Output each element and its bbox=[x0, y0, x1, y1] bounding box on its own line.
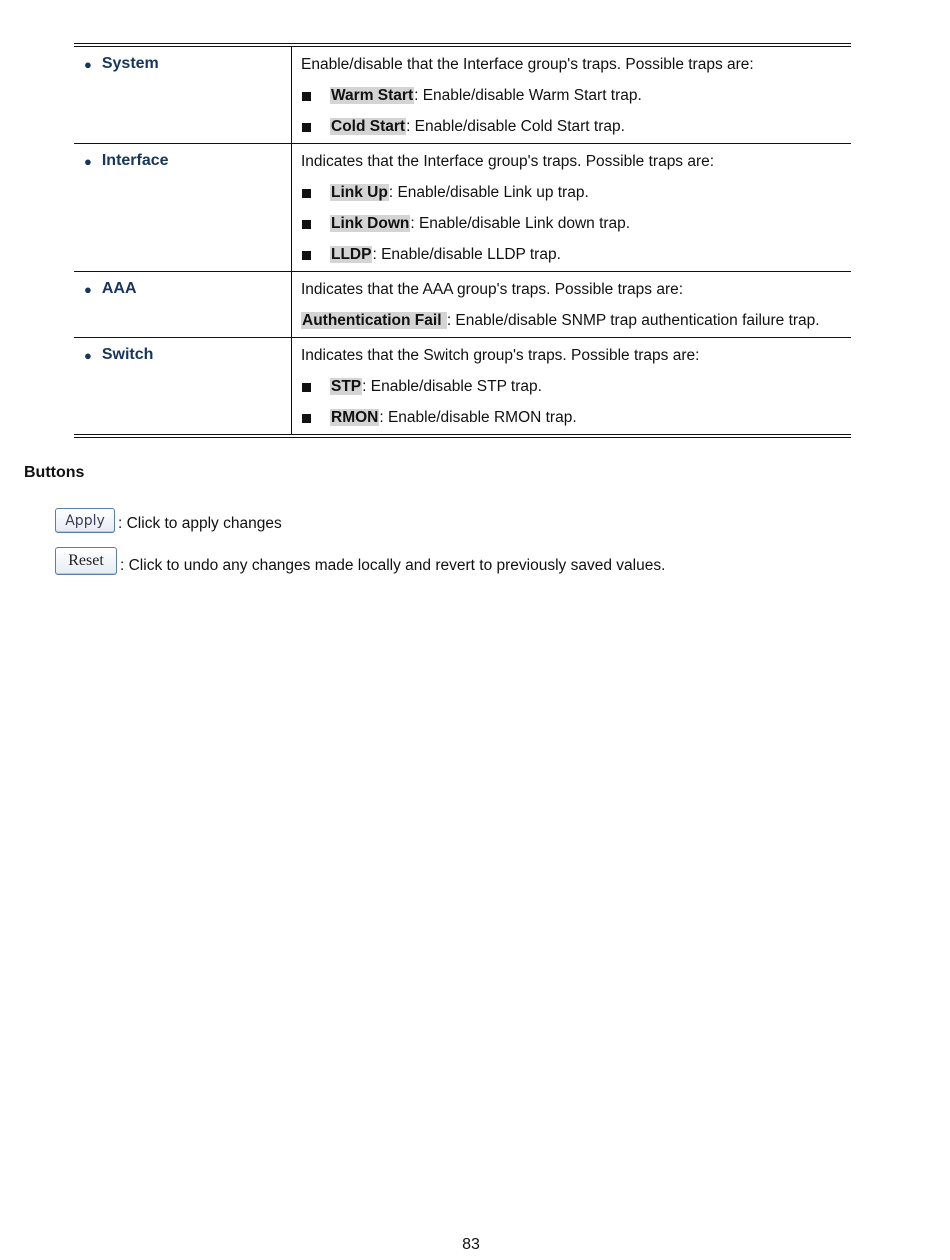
param-cell bbox=[74, 45, 292, 144]
description-text: Indicates that the AAA group's traps. Possible traps are: bbox=[301, 281, 684, 298]
trap-item bbox=[301, 377, 843, 397]
trap-item bbox=[301, 245, 843, 265]
param-name bbox=[84, 152, 291, 170]
table-row bbox=[74, 272, 851, 338]
square-bullet-icon bbox=[302, 383, 311, 392]
reset-button-row bbox=[55, 547, 665, 575]
trap-name: STP bbox=[331, 378, 362, 395]
description-cell bbox=[292, 45, 852, 144]
table-row bbox=[74, 144, 851, 272]
square-bullet-icon bbox=[302, 123, 311, 132]
apply-button-description: : Click to apply changes bbox=[118, 515, 282, 532]
trap-description: : Enable/disable Link down trap. bbox=[410, 215, 631, 232]
square-bullet-icon bbox=[302, 414, 311, 423]
trap-name: Link Up bbox=[331, 184, 388, 201]
square-bullet-icon bbox=[302, 251, 311, 260]
param-name bbox=[84, 280, 291, 298]
trap-description: : Enable/disable Cold Start trap. bbox=[406, 118, 625, 135]
trap-item bbox=[301, 311, 843, 331]
trap-description: : Enable/disable STP trap. bbox=[362, 378, 542, 395]
trap-name: LLDP bbox=[331, 246, 372, 263]
trap-description: : Enable/disable SNMP trap authentication failure trap. bbox=[446, 312, 820, 329]
section-heading: Buttons bbox=[24, 464, 85, 481]
trap-name: RMON bbox=[331, 409, 379, 426]
reset-button-description: : Click to undo any changes made locally and revert to previously saved values. bbox=[120, 557, 666, 574]
trap-description: : Enable/disable RMON trap. bbox=[379, 409, 577, 426]
description-cell bbox=[292, 272, 852, 338]
trap-item bbox=[301, 86, 843, 106]
trap-name: Cold Start bbox=[331, 118, 406, 135]
apply-button[interactable]: Apply bbox=[55, 508, 115, 533]
reset-button[interactable]: Reset bbox=[55, 547, 117, 575]
param-cell bbox=[74, 144, 292, 272]
trap-description: : Enable/disable LLDP trap. bbox=[372, 246, 561, 263]
trap-name: Authentication Fail bbox=[302, 312, 446, 329]
table-row bbox=[74, 338, 851, 437]
trap-item bbox=[301, 214, 843, 234]
bullet-icon: ● bbox=[84, 347, 92, 363]
trap-item bbox=[301, 408, 843, 428]
trap-name: Link Down bbox=[331, 215, 410, 232]
description-text: Indicates that the Switch group's traps. Possible traps are: bbox=[301, 347, 700, 364]
description-cell bbox=[292, 144, 852, 272]
param-name bbox=[84, 346, 291, 364]
param-label: Switch bbox=[101, 346, 154, 363]
description-cell bbox=[292, 338, 852, 437]
square-bullet-icon bbox=[302, 220, 311, 229]
trap-name: Warm Start bbox=[331, 87, 414, 104]
description-text: Indicates that the Interface group's traps. Possible traps are: bbox=[301, 153, 715, 170]
page-number: 83 bbox=[462, 1236, 480, 1253]
bullet-icon: ● bbox=[84, 153, 92, 169]
description-text: Enable/disable that the Interface group's traps. Possible traps are: bbox=[301, 56, 754, 73]
trap-description: : Enable/disable Warm Start trap. bbox=[414, 87, 642, 104]
trap-item bbox=[301, 117, 843, 137]
param-cell bbox=[74, 272, 292, 338]
trap-description: : Enable/disable Link up trap. bbox=[388, 184, 589, 201]
square-bullet-icon bbox=[302, 92, 311, 101]
bullet-icon: ● bbox=[84, 56, 92, 72]
table-row bbox=[74, 45, 851, 144]
param-label: Interface bbox=[101, 152, 169, 169]
trap-item bbox=[301, 183, 843, 203]
square-bullet-icon bbox=[302, 189, 311, 198]
trap-parameter-table bbox=[74, 43, 851, 438]
apply-button-row bbox=[55, 508, 282, 533]
param-label: System bbox=[101, 55, 159, 72]
param-name bbox=[84, 55, 291, 73]
param-label: AAA bbox=[101, 280, 137, 297]
bullet-icon: ● bbox=[84, 281, 92, 297]
param-cell bbox=[74, 338, 292, 437]
